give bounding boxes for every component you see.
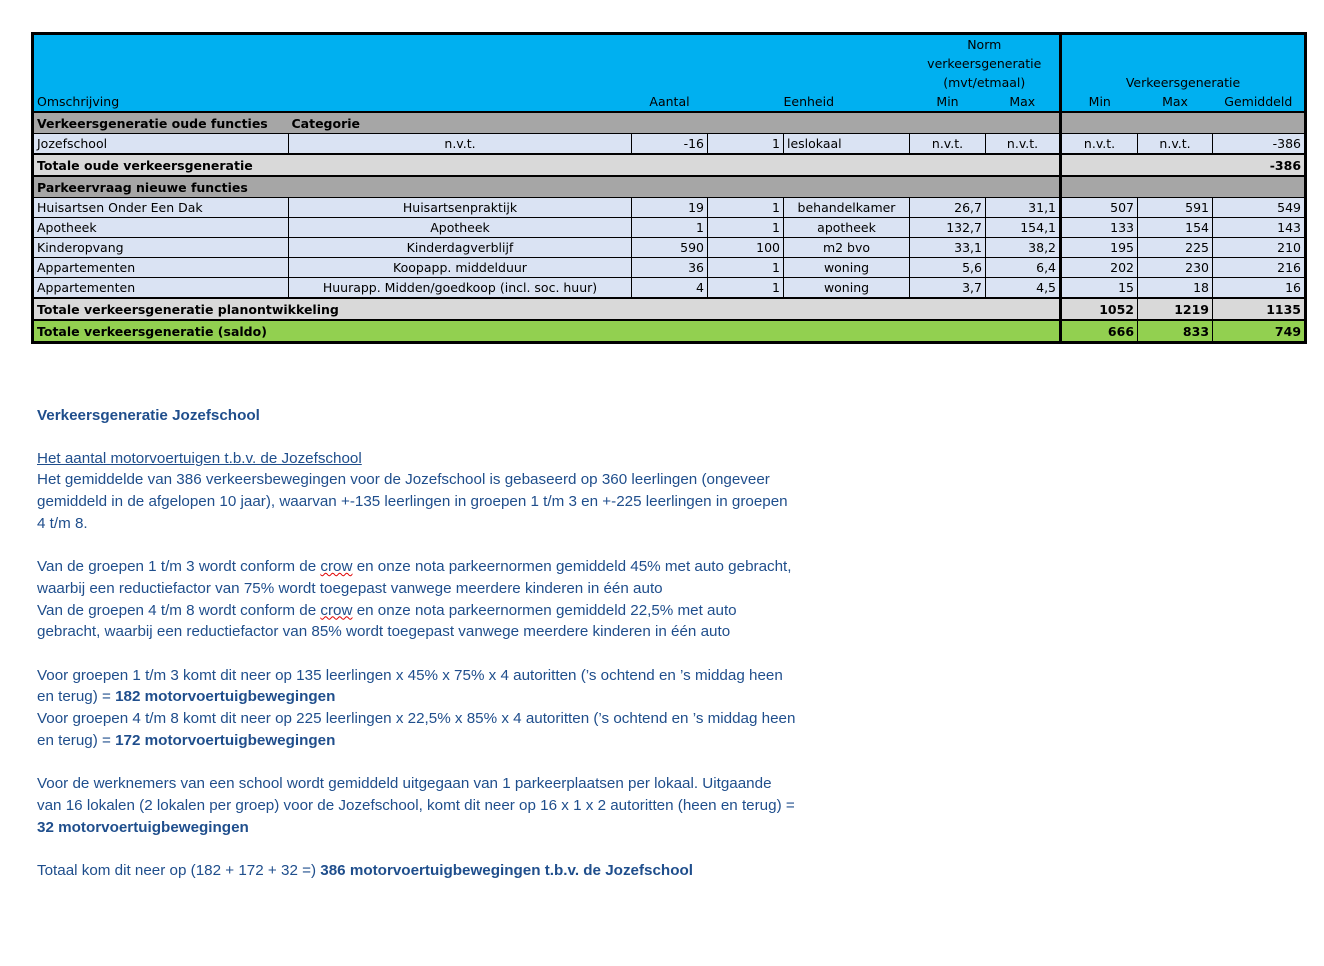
- cell-eenheid: apotheek: [784, 218, 910, 238]
- cell-aantal: 1: [632, 218, 708, 238]
- cell-categorie: Koopapp. middelduur: [289, 258, 632, 278]
- cell-aantal: 4: [632, 278, 708, 299]
- memo-paragraph-4: Voor groepen 1 t/m 3 komt dit neer op 135 leerlingen x 45% x 75% x 4 autoritten (’s ochtend en ’s middag heen en terug) = 182 motorvoertuigbewegingen: [37, 666, 783, 706]
- cell-omschrijving: Apotheek: [33, 218, 289, 238]
- cell-categorie: Huisartsenpraktijk: [289, 198, 632, 218]
- section-old-label: Verkeersgeneratie oude functies: [33, 112, 289, 134]
- cell-vg-gem: -386: [1213, 134, 1306, 155]
- cell-vg-gem: 216: [1213, 258, 1306, 278]
- memo-paragraph-2: Van de groepen 1 t/m 3 wordt conform de crow en onze nota parkeernormen gemiddeld 45% met auto gebracht, waarbij een reductiefactor van 75% wordt toegepast vanwege meerdere kinderen in één auto: [37, 558, 792, 597]
- cell-vg-min: 15: [1061, 278, 1138, 299]
- table-row: [33, 258, 1306, 278]
- cell-eenheid: leslokaal: [784, 134, 910, 155]
- total-plan-min: 1052: [1061, 298, 1138, 320]
- cell-norm-max: 6,4: [986, 258, 1061, 278]
- cell-categorie: Apotheek: [289, 218, 632, 238]
- total-saldo-max: 833: [1138, 320, 1213, 343]
- total-saldo-row: [33, 320, 1306, 343]
- cell-norm-max: 38,2: [986, 238, 1061, 258]
- cell-norm-min: 26,7: [910, 198, 986, 218]
- col-vg-min: Min: [1061, 92, 1138, 112]
- memo-paragraph-3: Van de groepen 4 t/m 8 wordt conform de crow en onze nota parkeernormen gemiddeld 22,5% met auto gebracht, waarbij een reductiefactor van 85% wordt toegepast vanwege meerdere kinderen in één auto: [37, 601, 737, 641]
- norm-header-line3: (mvt/etmaal): [910, 73, 1061, 92]
- cell-eenheid: woning: [784, 278, 910, 299]
- cell-vg-min: 133: [1061, 218, 1138, 238]
- cell-factor: 1: [708, 258, 784, 278]
- cell-aantal: 19: [632, 198, 708, 218]
- cell-vg-max: 18: [1138, 278, 1213, 299]
- cell-factor: 1: [708, 198, 784, 218]
- cell-norm-max: 154,1: [986, 218, 1061, 238]
- cell-vg-gem: 549: [1213, 198, 1306, 218]
- total-plan-gem: 1135: [1213, 298, 1306, 320]
- cell-factor: 1: [708, 134, 784, 155]
- section-new-functions: [33, 176, 1306, 198]
- cell-norm-max: 4,5: [986, 278, 1061, 299]
- cell-vg-max: n.v.t.: [1138, 134, 1213, 155]
- verkeersgeneratie-table: [31, 32, 1304, 359]
- cell-vg-min: 507: [1061, 198, 1138, 218]
- total-old-label: Totale oude verkeersgeneratie: [33, 154, 1061, 176]
- cell-eenheid: behandelkamer: [784, 198, 910, 218]
- cell-vg-max: 225: [1138, 238, 1213, 258]
- cell-vg-min: 202: [1061, 258, 1138, 278]
- col-vg-max: Max: [1138, 92, 1213, 112]
- cell-vg-min: n.v.t.: [1061, 134, 1138, 155]
- col-norm-max: Max: [986, 92, 1061, 112]
- norm-header-line1: Norm: [910, 34, 1061, 55]
- col-eenheid: Eenheid: [784, 92, 910, 112]
- cell-aantal: -16: [632, 134, 708, 155]
- memo-paragraph-6: Voor de werknemers van een school wordt gemiddeld uitgegaan van 1 parkeerplaatsen per lokaal. Uitgaande van 16 lokalen (2 lokalen per groep) voor de Jozefschool, komt dit neer op 16 x 1 x 2 autoritten (heen en terug) = 32 motorvoertuigbewegingen: [37, 775, 795, 836]
- cell-categorie: Huurapp. Midden/goedkoop (incl. soc. huur): [289, 278, 632, 299]
- memo-text: [37, 405, 797, 882]
- total-plan-max: 1219: [1138, 298, 1213, 320]
- cell-norm-max: 31,1: [986, 198, 1061, 218]
- cell-eenheid: woning: [784, 258, 910, 278]
- cell-omschrijving: Appartementen: [33, 278, 289, 299]
- cell-vg-gem: 210: [1213, 238, 1306, 258]
- col-aantal: Aantal: [632, 92, 708, 112]
- total-old-row: [33, 154, 1306, 176]
- section-old-functions: [33, 112, 1306, 134]
- col-omschrijving: Omschrijving: [33, 92, 289, 112]
- total-plan-row: [33, 298, 1306, 320]
- cell-vg-max: 154: [1138, 218, 1213, 238]
- cell-norm-min: 3,7: [910, 278, 986, 299]
- cell-omschrijving: Appartementen: [33, 258, 289, 278]
- cell-factor: 100: [708, 238, 784, 258]
- table-row: [33, 278, 1306, 299]
- cell-norm-min: 33,1: [910, 238, 986, 258]
- memo-subtitle: Het aantal motorvoertuigen t.b.v. de Jozefschool: [37, 449, 362, 467]
- cell-vg-max: 591: [1138, 198, 1213, 218]
- norm-header-line2: verkeersgeneratie: [910, 54, 1061, 73]
- cell-categorie: n.v.t.: [289, 134, 632, 155]
- memo-title: Verkeersgeneratie Jozefschool: [37, 407, 260, 424]
- cell-vg-gem: 143: [1213, 218, 1306, 238]
- table-row: [33, 218, 1306, 238]
- total-saldo-gem: 749: [1213, 320, 1306, 343]
- section-old-categorie: Categorie: [289, 112, 632, 134]
- section-new-label: Parkeervraag nieuwe functies: [33, 176, 632, 198]
- cell-norm-min: n.v.t.: [910, 134, 986, 155]
- header-row-4: [33, 92, 1306, 112]
- header-row-2: [33, 54, 1306, 73]
- table-row: [33, 238, 1306, 258]
- total-plan-label: Totale verkeersgeneratie planontwikkeling: [33, 298, 1061, 320]
- memo-paragraph-5: Voor groepen 4 t/m 8 komt dit neer op 225 leerlingen x 22,5% x 85% x 4 autoritten (’s ochtend en ’s middag heen en terug) = 172 motorvoertuigbewegingen: [37, 710, 796, 749]
- cell-omschrijving: Huisartsen Onder Een Dak: [33, 198, 289, 218]
- cell-factor: 1: [708, 278, 784, 299]
- spelling-marked-word: crow: [320, 558, 353, 576]
- spelling-marked-word: crow: [320, 601, 353, 619]
- cell-vg-min: 195: [1061, 238, 1138, 258]
- memo-paragraph-1: Het gemiddelde van 386 verkeersbewegingen voor de Jozefschool is gebaseerd op 360 leerlingen (ongeveer gemiddeld in de afgelopen 10 jaar), waarvan +-135 leerlingen in groepen 1 t/m 3 en +-225 leerlingen in groepen 4 t/m 8.: [37, 471, 788, 532]
- table-row: [33, 198, 1306, 218]
- col-norm-min: Min: [910, 92, 986, 112]
- cell-norm-min: 132,7: [910, 218, 986, 238]
- total-saldo-label: Totale verkeersgeneratie (saldo): [33, 320, 1061, 343]
- cell-categorie: Kinderdagverblijf: [289, 238, 632, 258]
- total-saldo-min: 666: [1061, 320, 1138, 343]
- header-row-3: [33, 73, 1306, 92]
- cell-norm-max: n.v.t.: [986, 134, 1061, 155]
- col-vg-gem: Gemiddeld: [1213, 92, 1306, 112]
- cell-aantal: 590: [632, 238, 708, 258]
- cell-vg-gem: 16: [1213, 278, 1306, 299]
- cell-eenheid: m2 bvo: [784, 238, 910, 258]
- table-row: [33, 134, 1306, 155]
- vg-header-title: Verkeersgeneratie: [1061, 73, 1306, 92]
- memo-paragraph-7: Totaal kom dit neer op (182 + 172 + 32 =) 386 motorvoertuigbewegingen t.b.v. de Jozefschool: [37, 862, 693, 879]
- cell-omschrijving: Kinderopvang: [33, 238, 289, 258]
- cell-factor: 1: [708, 218, 784, 238]
- cell-omschrijving: Jozefschool: [33, 134, 289, 155]
- total-old-gem: -386: [1061, 154, 1306, 176]
- cell-vg-max: 230: [1138, 258, 1213, 278]
- cell-norm-min: 5,6: [910, 258, 986, 278]
- cell-aantal: 36: [632, 258, 708, 278]
- header-row-1: [33, 34, 1306, 55]
